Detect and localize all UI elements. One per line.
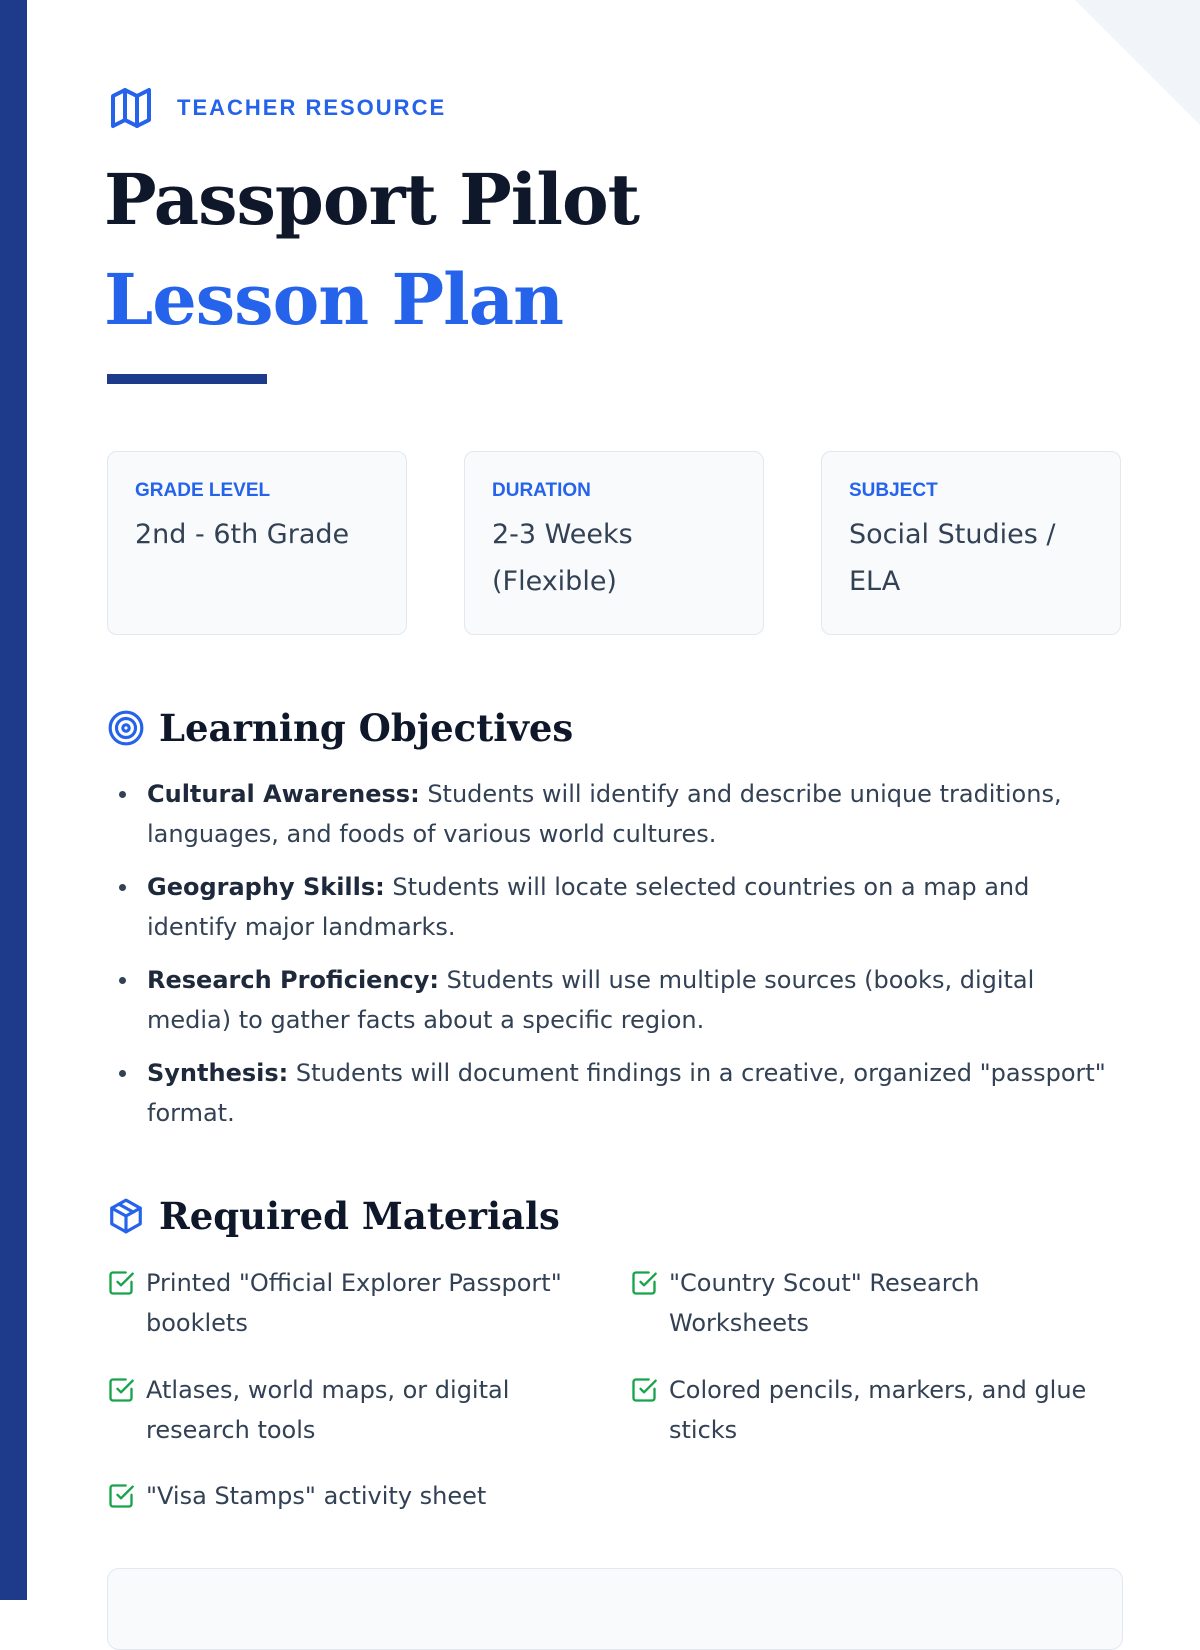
- package-icon: [107, 1197, 145, 1235]
- objective-term: Research Proficiency:: [147, 966, 440, 994]
- checkbox-checked-icon: [107, 1370, 135, 1408]
- objective-text: Students will locate selected countries on a map and identify major landmarks.: [147, 873, 1030, 941]
- list-item: [630, 1370, 1120, 1450]
- next-section-card: [107, 1568, 1123, 1650]
- list-item: [107, 1370, 587, 1450]
- info-card-grade-level: [107, 451, 407, 635]
- objective-term: Cultural Awareness:: [147, 780, 420, 808]
- list-item: [107, 1053, 1107, 1133]
- info-card-label: SUBJECT: [849, 480, 938, 501]
- list-item: [107, 960, 1107, 1040]
- page-title: Passport Pilot: [104, 158, 639, 241]
- title-underline: [107, 374, 267, 384]
- checkbox-checked-icon: [107, 1476, 135, 1514]
- checkbox-checked-icon: [107, 1263, 135, 1301]
- info-card-value: Social Studies / ELA: [849, 519, 1056, 597]
- info-card-duration: [464, 451, 764, 635]
- objective-term: Synthesis:: [147, 1059, 289, 1087]
- list-item: [107, 867, 1107, 947]
- page-subtitle: Lesson Plan: [104, 258, 564, 341]
- materials-heading: [107, 1194, 560, 1238]
- checkbox-checked-icon: [630, 1263, 658, 1301]
- objective-text: Students will identify and describe unique traditions, languages, and foods of various world cultures.: [147, 780, 1062, 848]
- eyebrow-label: TEACHER RESOURCE: [177, 95, 447, 120]
- left-accent-bar: [0, 0, 27, 1600]
- objective-term: Geography Skills:: [147, 873, 385, 901]
- list-item: [630, 1263, 1110, 1343]
- eyebrow: [107, 84, 446, 132]
- objectives-list: [107, 774, 1107, 1146]
- section-title: Learning Objectives: [159, 706, 574, 750]
- material-label: "Visa Stamps" activity sheet: [146, 1482, 487, 1510]
- material-label: "Country Scout" Research Worksheets: [669, 1269, 980, 1337]
- info-card-value: 2nd - 6th Grade: [135, 519, 350, 550]
- checkbox-checked-icon: [630, 1370, 658, 1408]
- material-label: Printed "Official Explorer Passport" booklets: [146, 1269, 562, 1337]
- info-card-value: 2-3 Weeks (Flexible): [492, 519, 633, 597]
- map-icon: [107, 84, 155, 132]
- info-card-label: GRADE LEVEL: [135, 480, 271, 501]
- objective-text: Students will use multiple sources (books, digital media) to gather facts about a specific region.: [147, 966, 1035, 1034]
- info-card-subject: [821, 451, 1121, 635]
- corner-decoration: [1075, 0, 1200, 125]
- section-title: Required Materials: [159, 1194, 560, 1238]
- info-cards: [107, 451, 1121, 635]
- material-label: Atlases, world maps, or digital research tools: [146, 1376, 510, 1444]
- material-label: Colored pencils, markers, and glue sticks: [669, 1376, 1087, 1444]
- list-item: [107, 1263, 587, 1343]
- list-item: [107, 1476, 707, 1516]
- objectives-heading: [107, 706, 573, 750]
- info-card-label: DURATION: [492, 480, 591, 501]
- target-icon: [107, 709, 145, 747]
- objective-text: Students will document findings in a creative, organized "passport" format.: [147, 1059, 1106, 1127]
- list-item: [107, 774, 1107, 854]
